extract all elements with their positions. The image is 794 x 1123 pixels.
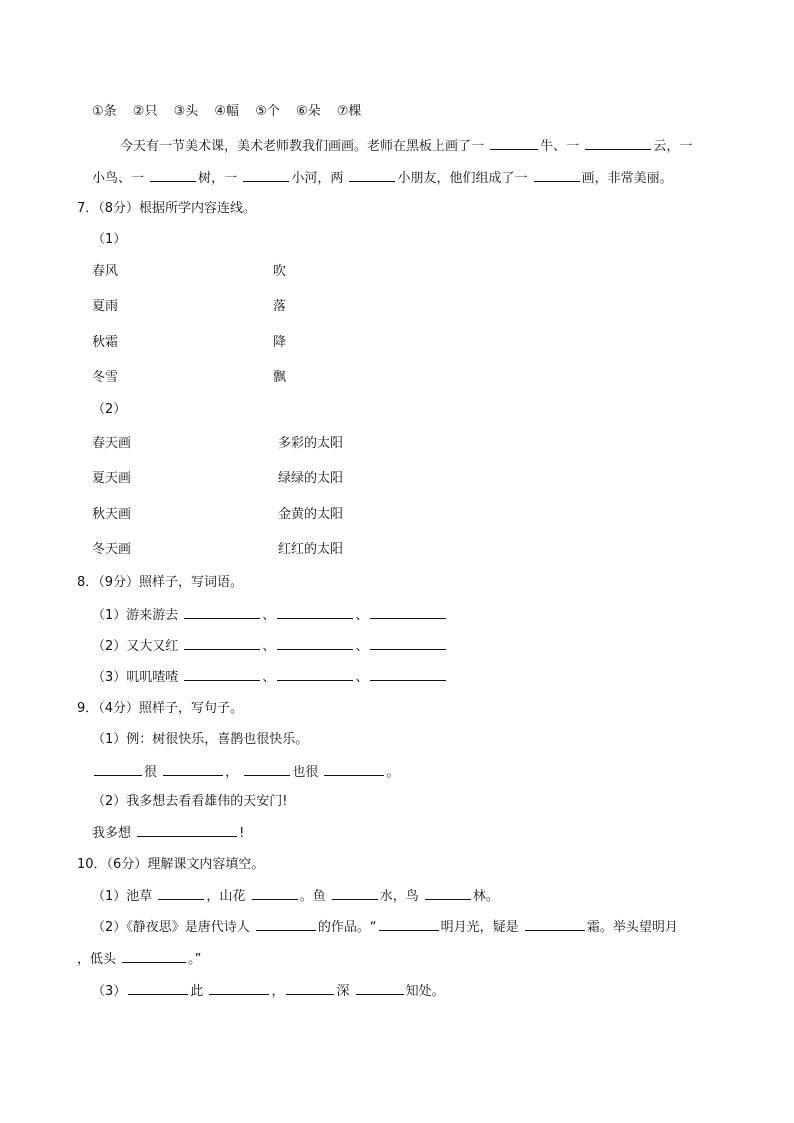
fill-blank[interactable] bbox=[243, 169, 289, 182]
q6-passage-line-1 bbox=[120, 137, 692, 156]
fill-blank[interactable] bbox=[534, 169, 580, 182]
match-left-item[interactable]: 秋霜 bbox=[92, 335, 119, 350]
option-item: ⑤个 bbox=[255, 104, 280, 119]
fill-blank[interactable] bbox=[252, 887, 298, 900]
q10-line-1 bbox=[92, 887, 499, 906]
fill-blank[interactable] bbox=[379, 918, 439, 931]
q9-text: 。 bbox=[386, 765, 400, 780]
q6-text: 小朋友，他们组成了一 bbox=[397, 171, 528, 186]
q9-text: 很 bbox=[144, 765, 158, 780]
q10-text: （3） bbox=[92, 984, 127, 999]
q9-text: ! bbox=[239, 826, 245, 841]
fill-blank[interactable] bbox=[150, 169, 196, 182]
option-item: ①条 bbox=[92, 104, 117, 119]
fill-blank[interactable] bbox=[184, 668, 260, 681]
separator: 、 bbox=[355, 639, 369, 654]
match-left-item[interactable]: 春风 bbox=[92, 264, 119, 279]
q7-title: 7．（8分）根据所学内容连线。 bbox=[77, 201, 257, 216]
q10-text: 水，鸟 bbox=[379, 889, 419, 904]
option-item: ④幅 bbox=[214, 104, 240, 119]
options-row bbox=[92, 103, 373, 121]
q6-text: 小鸟、一 bbox=[92, 171, 145, 186]
fill-blank[interactable] bbox=[324, 763, 384, 776]
fill-blank[interactable] bbox=[525, 918, 585, 931]
separator: 、 bbox=[262, 670, 276, 685]
q9-text: 我多想 bbox=[92, 826, 132, 841]
q10-text: 霜。举头望明月 bbox=[586, 920, 678, 935]
q8-example: （3）叽叽喳喳 bbox=[92, 670, 179, 685]
q6-passage-line-2 bbox=[92, 169, 673, 188]
fill-blank[interactable] bbox=[163, 763, 223, 776]
q6-text: 树，一 bbox=[198, 171, 238, 186]
separator: 、 bbox=[355, 608, 369, 623]
q10-text: ，山花 bbox=[206, 889, 246, 904]
q10-text: （1）池草 bbox=[92, 889, 153, 904]
match-left-item[interactable]: 冬天画 bbox=[92, 542, 132, 557]
fill-blank[interactable] bbox=[209, 982, 269, 995]
match-left-item[interactable]: 秋天画 bbox=[92, 507, 132, 522]
q10-text: 。鱼 bbox=[299, 889, 326, 904]
q9-example-1: （1）例：树很快乐，喜鹊也很快乐。 bbox=[92, 732, 309, 747]
option-item: ③头 bbox=[173, 104, 199, 119]
q6-text: 今天有一节美术课，美术老师教我们画画。老师在黑板上画了一 bbox=[120, 139, 485, 154]
q9-title: 9．（4分）照样子，写句子。 bbox=[77, 701, 244, 716]
q6-text: 画，非常美丽。 bbox=[581, 171, 673, 186]
q8-item bbox=[92, 637, 448, 656]
fill-blank[interactable] bbox=[490, 137, 538, 150]
q8-example: （1）游来游去 bbox=[92, 608, 179, 623]
match-right-item[interactable]: 飘 bbox=[273, 370, 287, 385]
fill-blank[interactable] bbox=[370, 606, 446, 619]
fill-blank[interactable] bbox=[370, 668, 446, 681]
match-left-item[interactable]: 夏雨 bbox=[92, 299, 119, 314]
fill-blank[interactable] bbox=[128, 982, 188, 995]
q10-text: （2）《静夜思》是唐代诗人 bbox=[92, 920, 250, 935]
q10-text: 深 bbox=[336, 984, 350, 999]
fill-blank[interactable] bbox=[184, 637, 260, 650]
option-item: ⑦棵 bbox=[336, 104, 362, 119]
q7-part2-label: （2） bbox=[92, 402, 127, 417]
separator: 、 bbox=[355, 670, 369, 685]
fill-blank[interactable] bbox=[184, 606, 260, 619]
q9-answer-1 bbox=[92, 763, 399, 782]
q10-text: 知处。 bbox=[405, 984, 445, 999]
fill-blank[interactable] bbox=[94, 763, 142, 776]
q6-text: 云，一 bbox=[653, 139, 693, 154]
match-right-item[interactable]: 绿绿的太阳 bbox=[278, 471, 344, 486]
q10-text: 。” bbox=[188, 952, 202, 967]
fill-blank[interactable] bbox=[425, 887, 471, 900]
q8-title: 8．（9分）照样子，写词语。 bbox=[77, 575, 244, 590]
q10-title: 10．（6分）理解课文内容填空。 bbox=[77, 857, 265, 872]
q6-text: 牛、一 bbox=[540, 139, 580, 154]
separator: 、 bbox=[262, 608, 276, 623]
fill-blank[interactable] bbox=[122, 950, 186, 963]
match-right-item[interactable]: 吹 bbox=[273, 264, 287, 279]
match-left-item[interactable]: 冬雪 bbox=[92, 370, 119, 385]
match-right-item[interactable]: 红红的太阳 bbox=[278, 542, 344, 557]
q7-part1-label: （1） bbox=[92, 232, 127, 247]
fill-blank[interactable] bbox=[356, 982, 404, 995]
fill-blank[interactable] bbox=[349, 169, 395, 182]
match-left-item[interactable]: 春天画 bbox=[92, 436, 132, 451]
match-right-item[interactable]: 降 bbox=[273, 335, 287, 350]
fill-blank[interactable] bbox=[585, 137, 651, 150]
match-left-item[interactable]: 夏天画 bbox=[92, 471, 132, 486]
separator: 、 bbox=[262, 639, 276, 654]
fill-blank[interactable] bbox=[137, 824, 237, 837]
option-item: ②只 bbox=[132, 104, 158, 119]
q10-line-4 bbox=[92, 982, 445, 1001]
fill-blank[interactable] bbox=[158, 887, 204, 900]
q6-text: 小河，两 bbox=[291, 171, 344, 186]
fill-blank[interactable] bbox=[370, 637, 446, 650]
q10-line-2 bbox=[92, 918, 678, 937]
fill-blank[interactable] bbox=[277, 637, 353, 650]
q9-example-2: （2）我多想去看看雄伟的天安门! bbox=[92, 794, 288, 809]
q9-text: 也很 bbox=[292, 765, 319, 780]
q10-line-3 bbox=[77, 950, 201, 969]
fill-blank[interactable] bbox=[332, 887, 378, 900]
q10-text: 明月光，疑是 bbox=[440, 920, 519, 935]
q9-text: ， bbox=[225, 765, 239, 780]
fill-blank[interactable] bbox=[256, 918, 316, 931]
fill-blank[interactable] bbox=[244, 763, 290, 776]
q10-text: 此 bbox=[190, 984, 204, 999]
match-right-item[interactable]: 金黄的太阳 bbox=[278, 507, 344, 522]
q8-item bbox=[92, 606, 448, 625]
q10-text: 林。 bbox=[472, 889, 499, 904]
fill-blank[interactable] bbox=[277, 668, 353, 681]
q8-example: （2）又大又红 bbox=[92, 639, 179, 654]
q9-answer-2 bbox=[92, 824, 244, 843]
q8-item bbox=[92, 668, 448, 687]
fill-blank[interactable] bbox=[277, 606, 353, 619]
q10-text: 的作品。“ bbox=[317, 920, 377, 935]
fill-blank[interactable] bbox=[286, 982, 334, 995]
option-item: ⑥朵 bbox=[295, 104, 321, 119]
match-right-item[interactable]: 多彩的太阳 bbox=[278, 436, 344, 451]
q10-text: ， bbox=[271, 984, 285, 999]
match-right-item[interactable]: 落 bbox=[273, 299, 287, 314]
q10-text: ，低头 bbox=[77, 952, 117, 967]
